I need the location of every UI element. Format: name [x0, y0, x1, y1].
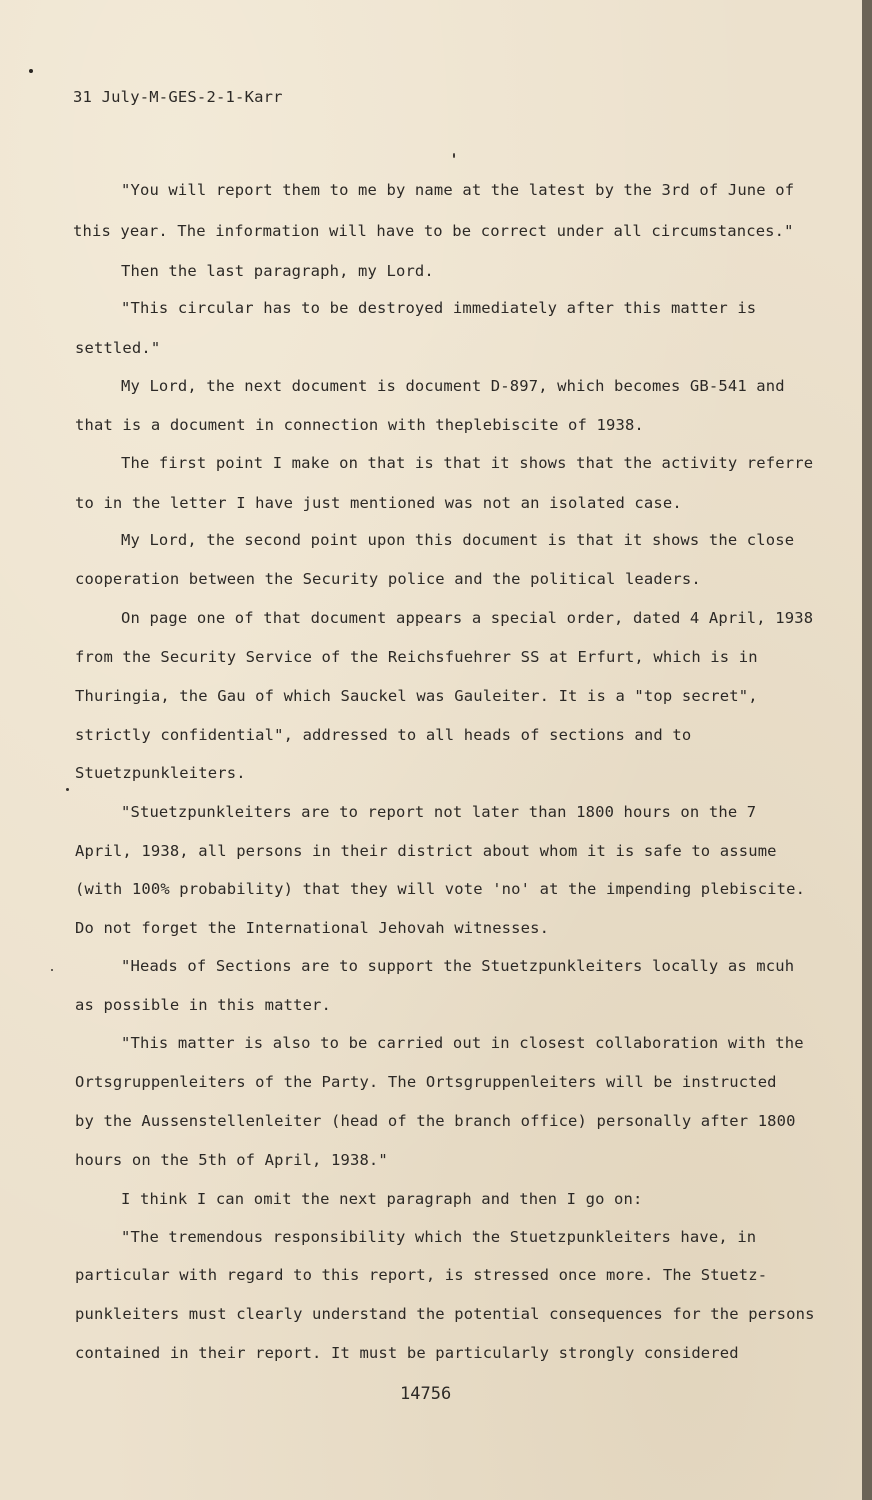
text-line: "Heads of Sections are to support the Stuetzpunkleiters locally as mcuh	[121, 957, 795, 975]
document-header: 31 July-M-GES-2-1-Karr	[73, 88, 283, 106]
text-line: My Lord, the next document is document D-897, which becomes GB-541 and	[121, 377, 785, 395]
text-line: from the Security Service of the Reichsfuehrer SS at Erfurt, which is in	[75, 648, 758, 666]
text-line: "You will report them to me by name at the latest by the 3rd of June of	[121, 181, 795, 199]
text-line: particular with regard to this report, is stressed once more. The Stuetz-	[75, 1266, 768, 1284]
text-line: as possible in this matter.	[75, 996, 332, 1014]
text-line: Do not forget the International Jehovah witnesses.	[75, 919, 550, 937]
text-line: to in the letter I have just mentioned was not an isolated case.	[75, 494, 682, 512]
punch-hole-mark	[29, 69, 33, 73]
text-line: settled."	[75, 339, 161, 357]
text-line: "Stuetzpunkleiters are to report not later than 1800 hours on the 7	[121, 803, 757, 821]
text-line: cooperation between the Security police and the political leaders.	[75, 570, 701, 588]
text-line: On page one of that document appears a special order, dated 4 April, 1938	[121, 609, 814, 627]
text-line: by the Aussenstellenleiter (head of the branch office) personally after 1800	[75, 1112, 796, 1130]
text-line: The first point I make on that is that it shows that the activity referre	[121, 454, 814, 472]
text-line: April, 1938, all persons in their district about whom it is safe to assume	[75, 842, 777, 860]
ink-speck	[51, 969, 53, 971]
text-line: strictly confidential", addressed to all heads of sections and to	[75, 726, 692, 744]
text-line: My Lord, the second point upon this document is that it shows the close	[121, 531, 795, 549]
text-line: I think I can omit the next paragraph and then I go on:	[121, 1190, 643, 1208]
text-line: Then the last paragraph, my Lord.	[121, 262, 434, 280]
text-line: this year. The information will have to be correct under all circumstances."	[73, 222, 794, 240]
page-number: 14756	[400, 1384, 452, 1404]
text-line: (with 100% probability) that they will vote 'no' at the impending plebiscite.	[75, 880, 806, 898]
text-line: Thuringia, the Gau of which Sauckel was Gauleiter. It is a "top secret",	[75, 687, 758, 705]
text-line: Stuetzpunkleiters.	[75, 764, 246, 782]
text-line: "The tremendous responsibility which the Stuetzpunkleiters have, in	[121, 1228, 757, 1246]
text-line: hours on the 5th of April, 1938."	[75, 1151, 388, 1169]
text-line: Ortsgruppenleiters of the Party. The Ortsgruppenleiters will be instructed	[75, 1073, 777, 1091]
text-line: "This circular has to be destroyed immediately after this matter is	[121, 299, 757, 317]
ink-speck	[66, 788, 69, 791]
text-line: "This matter is also to be carried out in closest collaboration with the	[121, 1034, 804, 1052]
text-line: that is a document in connection with theplebiscite of 1938.	[75, 416, 644, 434]
text-line: contained in their report. It must be particularly strongly considered	[75, 1344, 739, 1362]
ink-speck	[453, 153, 455, 158]
text-line: punkleiters must clearly understand the potential consequences for the persons	[75, 1305, 815, 1323]
